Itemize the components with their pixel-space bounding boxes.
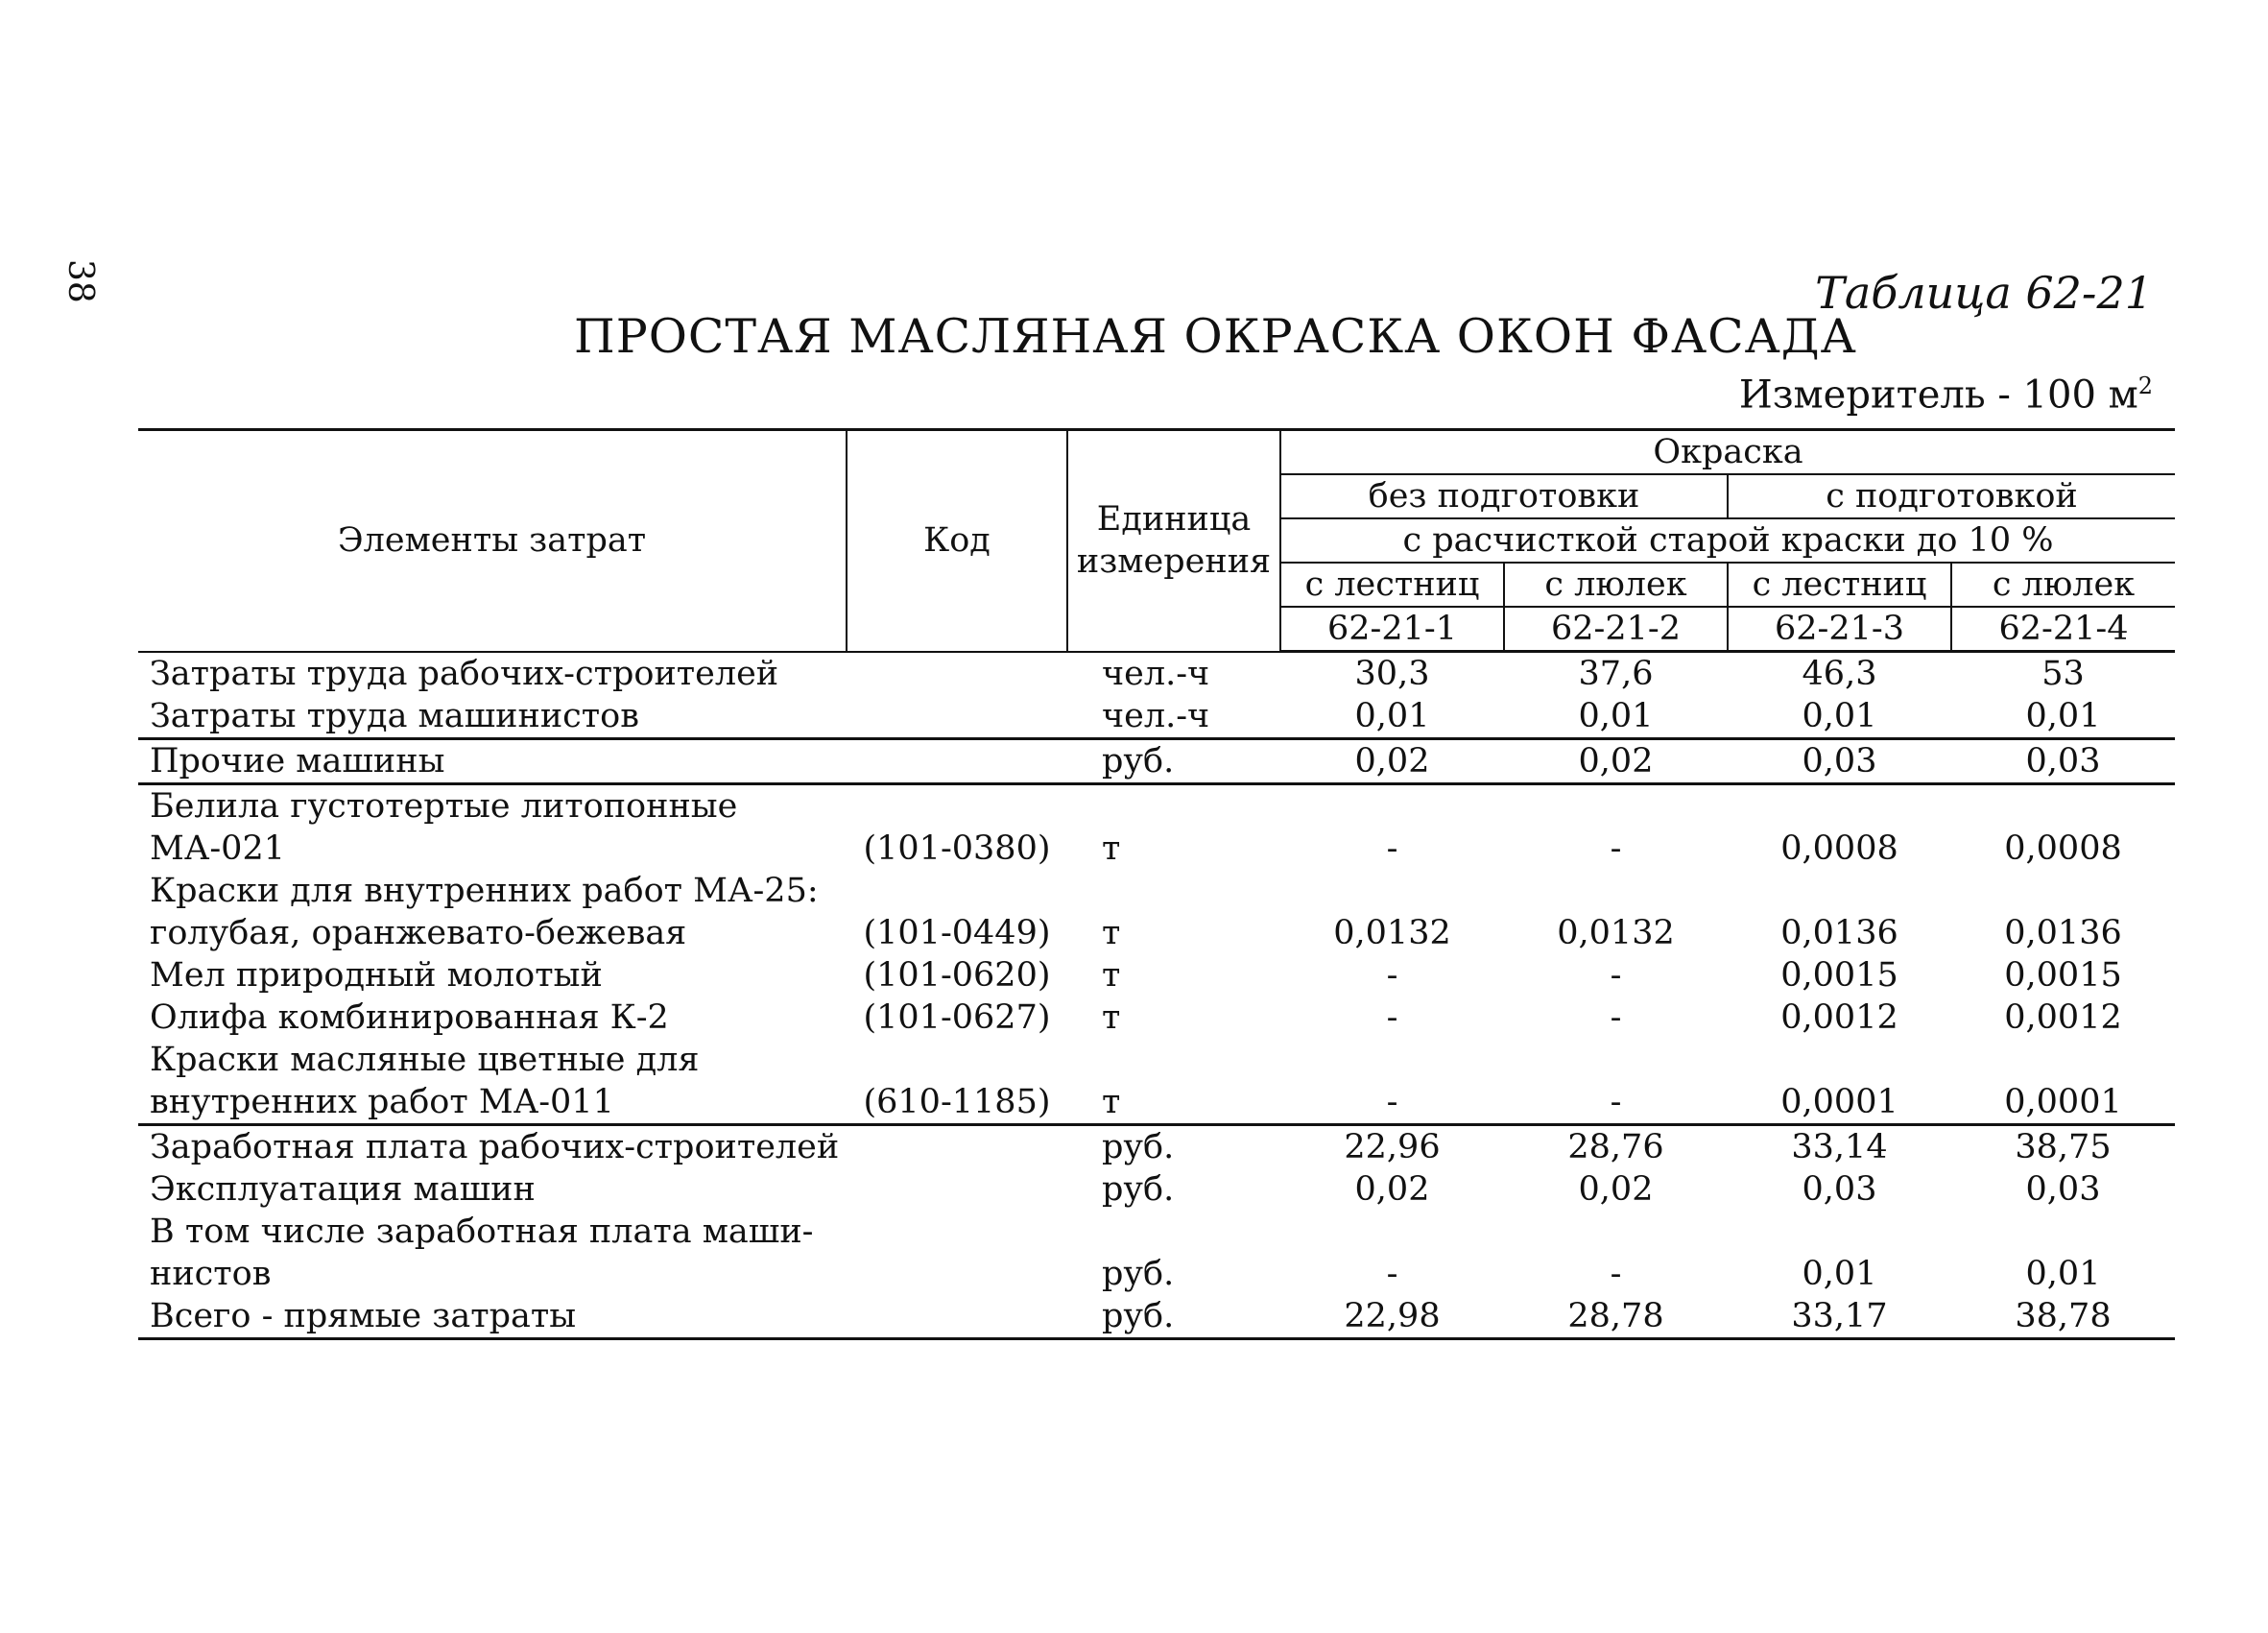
table-row	[138, 997, 2175, 1039]
row-value-1	[1280, 1211, 1504, 1253]
row-value-1: 0,02	[1354, 1170, 1430, 1209]
header-elements: Элементы затрат	[138, 430, 847, 652]
row-code	[847, 739, 1067, 784]
header-col1: с лестниц	[1280, 563, 1504, 607]
table-row	[138, 1295, 2175, 1339]
table-row	[138, 912, 2175, 954]
row-value-4	[1951, 1211, 2175, 1253]
row-value-4: 53	[2041, 655, 2085, 693]
header-code: Код	[847, 430, 1067, 652]
row-value-2: -	[1610, 998, 1622, 1037]
row-name: Краски для внутренних работ МА-25:	[150, 872, 819, 910]
row-value-3	[1728, 1211, 1951, 1253]
table-row	[138, 739, 2175, 784]
row-name: голубая, оранжевато-бежевая	[150, 914, 687, 952]
row-value-2: 0,02	[1504, 739, 1728, 784]
row-code: (610-1185)	[863, 1083, 1051, 1121]
table-header	[138, 430, 2175, 652]
row-unit: руб.	[1067, 1295, 1280, 1339]
row-value-4: 0,0015	[2004, 956, 2122, 995]
row-value-1: 22,96	[1280, 1125, 1504, 1169]
row-value-2: 0,02	[1578, 1170, 1654, 1209]
measurement-unit	[1739, 372, 2153, 417]
row-name: Олифа комбинированная К-2	[150, 998, 669, 1037]
row-value-1: -	[1386, 1083, 1398, 1121]
row-value-3	[1728, 1039, 1951, 1081]
row-code	[847, 1295, 1067, 1339]
row-value-2	[1504, 870, 1728, 912]
row-unit: т	[1102, 829, 1121, 868]
row-unit: чел.-ч	[1102, 697, 1210, 735]
measurement-unit-text: Измеритель - 100 м	[1738, 372, 2138, 418]
row-value-4: 0,0001	[2004, 1083, 2122, 1121]
page-title: ПРОСТАЯ МАСЛЯНАЯ ОКРАСКА ОКОН ФАСАДА	[574, 309, 1857, 364]
header-cleaning: с расчисткой старой краски до 10 %	[1280, 518, 2175, 563]
row-value-1	[1280, 784, 1504, 829]
row-value-2	[1504, 1211, 1728, 1253]
row-value-2: -	[1610, 956, 1622, 995]
row-value-2: -	[1610, 1083, 1622, 1121]
row-value-4: 0,0012	[2004, 998, 2122, 1037]
row-name: Заработная плата рабочих-строителей	[138, 1125, 847, 1169]
row-value-2	[1504, 784, 1728, 829]
table-row	[138, 828, 2175, 870]
row-name: внутренних работ МА-011	[150, 1083, 614, 1121]
row-unit: т	[1102, 956, 1121, 995]
row-value-3	[1728, 784, 1951, 829]
row-value-4: 0,0008	[2004, 829, 2122, 868]
row-code	[847, 695, 1067, 739]
table-row	[138, 695, 2175, 739]
row-code	[847, 870, 1067, 912]
row-code	[847, 1039, 1067, 1081]
row-value-3: 0,03	[1728, 739, 1951, 784]
header-code1: 62-21-1	[1280, 607, 1504, 652]
cost-table	[138, 428, 2175, 1340]
header-unit: Единица измерения	[1067, 430, 1280, 652]
row-name: Краски масляные цветные для	[150, 1041, 700, 1079]
row-value-2: 28,78	[1504, 1295, 1728, 1339]
row-value-1: -	[1386, 998, 1398, 1037]
row-value-1: 22,98	[1280, 1295, 1504, 1339]
row-value-4	[1951, 1039, 2175, 1081]
row-value-3: 0,0001	[1780, 1083, 1898, 1121]
row-value-1: -	[1386, 829, 1398, 868]
row-value-1: 0,02	[1280, 739, 1504, 784]
row-name: Прочие машины	[138, 739, 847, 784]
row-code	[847, 1168, 1067, 1211]
row-unit: руб.	[1067, 1125, 1280, 1169]
row-value-4: 0,0136	[2004, 914, 2122, 952]
row-value-4: 38,78	[1951, 1295, 2175, 1339]
row-value-4: 0,03	[1951, 739, 2175, 784]
row-code: (101-0380)	[863, 829, 1051, 868]
table-row	[138, 1039, 2175, 1081]
row-value-1: 0,01	[1354, 697, 1430, 735]
row-name: нистов	[150, 1255, 272, 1293]
row-name: Затраты труда рабочих-строителей	[150, 655, 779, 693]
row-value-3: 33,17	[1728, 1295, 1951, 1339]
row-value-2: 0,01	[1578, 697, 1654, 735]
page-number: 38	[60, 259, 100, 303]
row-name: Белила густотертые литопонные	[138, 784, 847, 829]
row-value-3: 0,03	[1802, 1170, 1877, 1209]
row-name: Всего - прямые затраты	[138, 1295, 847, 1339]
row-value-1: -	[1386, 956, 1398, 995]
row-value-3: 33,14	[1728, 1125, 1951, 1169]
row-unit	[1067, 1039, 1280, 1081]
row-unit	[1067, 784, 1280, 829]
row-value-4: 0,01	[2025, 1255, 2101, 1293]
row-code	[847, 1125, 1067, 1169]
row-unit: руб.	[1102, 1170, 1175, 1209]
row-unit: т	[1102, 998, 1121, 1037]
row-unit	[1067, 1211, 1280, 1253]
row-unit	[1067, 870, 1280, 912]
row-value-2: -	[1610, 829, 1622, 868]
table-row	[138, 954, 2175, 997]
row-code	[847, 784, 1067, 829]
row-value-1	[1280, 1039, 1504, 1081]
row-value-3	[1728, 870, 1951, 912]
row-value-1: -	[1386, 1255, 1398, 1293]
row-value-4: 38,75	[1951, 1125, 2175, 1169]
table-row	[138, 1168, 2175, 1211]
row-value-3: 0,0136	[1780, 914, 1898, 952]
table-body	[138, 652, 2175, 1339]
row-value-3: 46,3	[1802, 655, 1877, 693]
measurement-unit-exponent: 2	[2137, 372, 2153, 399]
row-name: МА-021	[150, 829, 285, 868]
row-value-4: 0,01	[2025, 697, 2101, 735]
row-value-3: 0,01	[1802, 697, 1877, 735]
row-code: (101-0620)	[863, 956, 1051, 995]
header-code4: 62-21-4	[1951, 607, 2175, 652]
table-row	[138, 1081, 2175, 1125]
row-value-2: 37,6	[1578, 655, 1654, 693]
row-code	[847, 1253, 1067, 1295]
table-row	[138, 870, 2175, 912]
row-value-4	[1951, 870, 2175, 912]
row-unit: чел.-ч	[1102, 655, 1210, 693]
header-without-prep: без подготовки	[1280, 474, 1728, 518]
row-unit: т	[1102, 1083, 1121, 1121]
table-row	[138, 784, 2175, 829]
header-with-prep: с подготовкой	[1728, 474, 2175, 518]
row-code: (101-0449)	[863, 914, 1051, 952]
row-value-4	[1951, 784, 2175, 829]
row-value-3: 0,0015	[1780, 956, 1898, 995]
row-unit: руб.	[1067, 739, 1280, 784]
row-code: (101-0627)	[863, 998, 1051, 1037]
row-value-1: 30,3	[1354, 655, 1430, 693]
row-value-2	[1504, 1039, 1728, 1081]
row-value-1: 0,0132	[1333, 914, 1451, 952]
header-painting: Окраска	[1280, 430, 2175, 475]
row-value-2: -	[1610, 1255, 1622, 1293]
header-col2: с люлек	[1504, 563, 1728, 607]
table-row	[138, 652, 2175, 696]
row-value-3: 0,01	[1802, 1255, 1877, 1293]
row-name: Эксплуатация машин	[150, 1170, 536, 1209]
row-unit: руб.	[1102, 1255, 1175, 1293]
table-row	[138, 1125, 2175, 1169]
row-unit: т	[1102, 914, 1121, 952]
header-code2: 62-21-2	[1504, 607, 1728, 652]
row-code	[847, 1211, 1067, 1253]
row-value-2: 28,76	[1504, 1125, 1728, 1169]
header-col4: с люлек	[1951, 563, 2175, 607]
row-value-3: 0,0012	[1780, 998, 1898, 1037]
row-value-1	[1280, 870, 1504, 912]
table-row	[138, 1253, 2175, 1295]
row-name: Затраты труда машинистов	[150, 697, 639, 735]
row-name: В том числе заработная плата маши-	[150, 1213, 814, 1251]
header-code3: 62-21-3	[1728, 607, 1951, 652]
table-number: Таблица 62-21	[1815, 267, 2153, 319]
header-col3: с лестниц	[1728, 563, 1951, 607]
row-code	[847, 652, 1067, 696]
row-value-2: 0,0132	[1557, 914, 1675, 952]
table-row	[138, 1211, 2175, 1253]
row-value-3: 0,0008	[1780, 829, 1898, 868]
row-name: Мел природный молотый	[150, 956, 603, 995]
row-value-4: 0,03	[2025, 1170, 2101, 1209]
